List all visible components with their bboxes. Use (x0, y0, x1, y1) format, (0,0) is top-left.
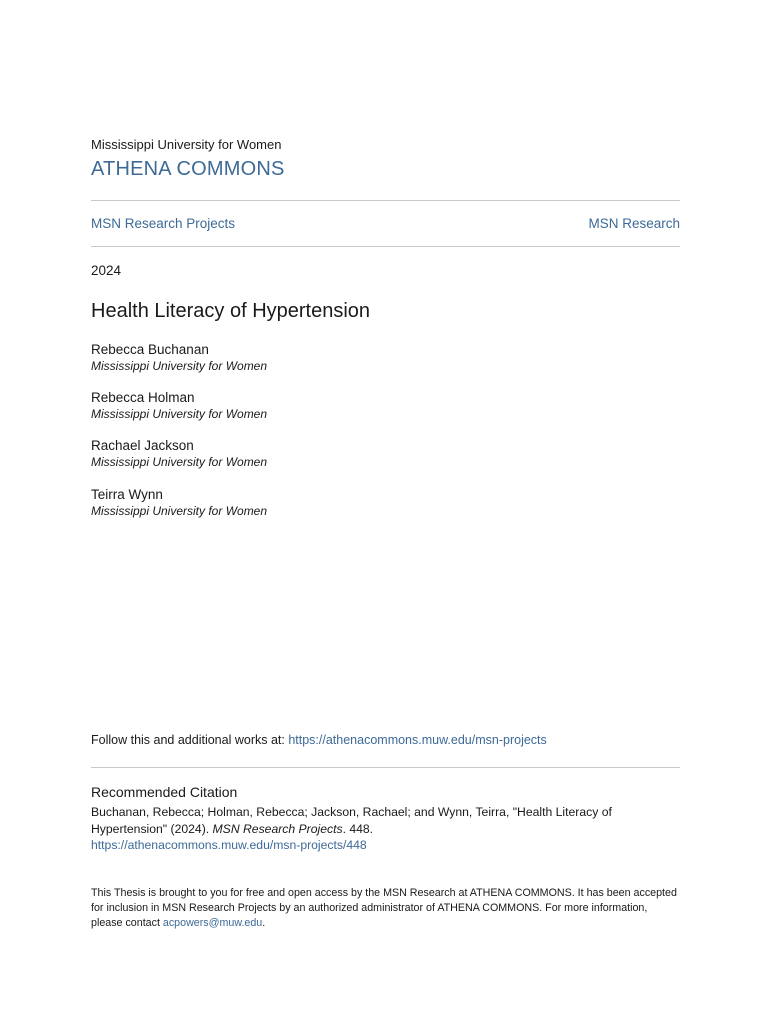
divider (91, 767, 680, 768)
document-title: Health Literacy of Hypertension (91, 300, 371, 322)
notice-text: This Thesis is brought to you for free and open access by the MSN Research at ATHENA COMMONS. It has been accepted for inclusion in MSN Research Projects by an authorized administrator of ATHENA COMMONS. For more information, please contact (91, 887, 677, 930)
notice-end: . (262, 917, 266, 930)
author-name: Rebecca Holman (91, 390, 195, 405)
collection-link[interactable]: MSN Research Projects (91, 216, 236, 231)
divider (91, 200, 680, 201)
author-name: Rachael Jackson (91, 438, 194, 453)
author-affiliation: Mississippi University for Women (91, 359, 268, 373)
citation-body (91, 804, 680, 854)
author-affiliation: Mississippi University for Women (91, 455, 268, 469)
author-name: Teirra Wynn (91, 487, 163, 502)
citation-number: . 448. (342, 821, 374, 836)
institution-name: Mississippi University for Women (91, 137, 282, 152)
access-notice (91, 886, 680, 932)
citation-heading: Recommended Citation (91, 784, 238, 800)
parent-collection-link[interactable]: MSN Research (588, 216, 680, 231)
publication-year: 2024 (91, 263, 122, 278)
follow-link[interactable]: https://athenacommons.muw.edu/msn-projects (288, 733, 547, 747)
citation-series: MSN Research Projects (212, 821, 343, 836)
author-entry (91, 390, 267, 421)
follow-line (91, 733, 547, 747)
repository-name[interactable]: ATHENA COMMONS (91, 158, 285, 180)
author-entry (91, 342, 267, 373)
author-name: Rebecca Buchanan (91, 342, 209, 357)
follow-text: Follow this and additional works at: (91, 733, 289, 747)
contact-email-link[interactable]: acpowers@muw.edu (162, 917, 263, 930)
author-affiliation: Mississippi University for Women (91, 407, 268, 421)
citation-text: Buchanan, Rebecca; Holman, Rebecca; Jackson, Rachael; and Wynn, Teirra, "Health Literacy of Hypertension" (2024). (91, 805, 612, 836)
divider (91, 246, 680, 247)
citation-link[interactable]: https://athenacommons.muw.edu/msn-projects/448 (91, 838, 367, 852)
author-entry (91, 438, 267, 469)
author-affiliation: Mississippi University for Women (91, 504, 268, 518)
author-entry (91, 487, 267, 518)
